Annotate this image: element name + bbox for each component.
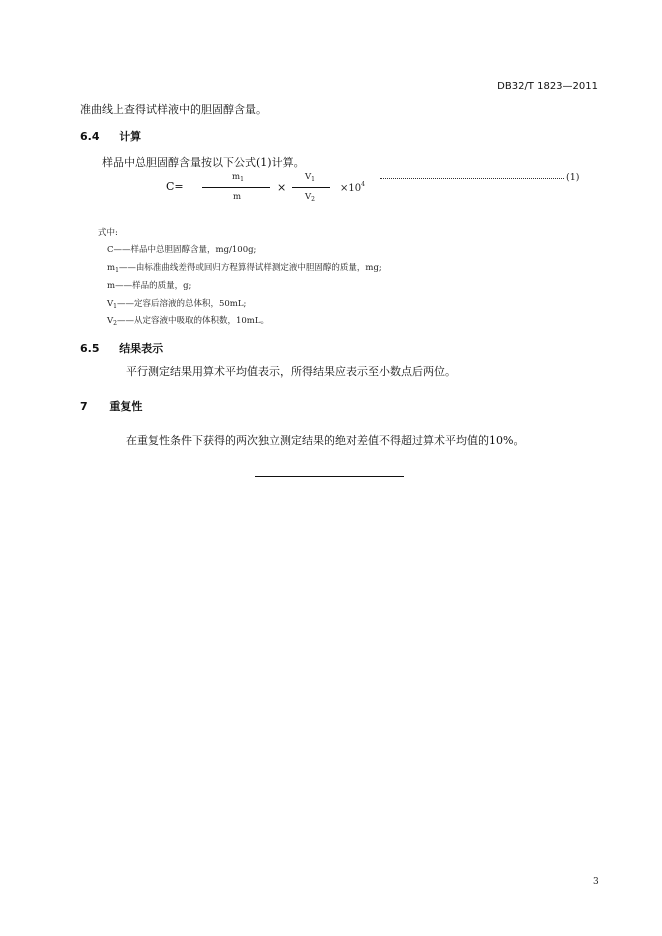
section-7-heading [80, 398, 142, 414]
equation-leader-dots [380, 178, 564, 179]
where-item: m——样品的质量，g; [107, 281, 192, 291]
where-label: 式中: [98, 228, 118, 238]
section-number: 6.5 [80, 342, 100, 355]
section-6-5-text: 平行测定结果用算术平均值表示，所得结果应表示至小数点后两位。 [126, 365, 456, 378]
fraction-bar-2 [292, 187, 330, 188]
formula-multiplier: $\times 10^4$ [340, 181, 365, 194]
where-item: $m_1——$由标准曲线差得或回归方程算得试样测定液中胆固醇的质量，mg; [107, 263, 382, 274]
fraction-bar-1 [202, 187, 270, 188]
section-title: 计算 [119, 130, 142, 143]
times-sign-1: × [277, 181, 287, 194]
end-rule [255, 476, 404, 477]
where-item: C——样品中总胆固醇含量，mg/100g; [107, 245, 257, 255]
formula-numerator-2: $V_1$ [305, 172, 315, 183]
section-number: 7 [80, 400, 88, 413]
section-6-5-heading [80, 340, 163, 356]
where-item: $V_1——$定容后溶液的总体积，50mL; [107, 299, 247, 310]
formula-lhs: C= [166, 180, 184, 193]
formula-denominator-1: m [233, 192, 242, 202]
formula-denominator-2: $V_2$ [305, 192, 315, 203]
section-6-4-intro: 样品中总胆固醇含量按以下公式(1)计算。 [102, 156, 305, 169]
section-number: 6.4 [80, 130, 100, 143]
section-title: 重复性 [109, 400, 143, 413]
page-number: 3 [593, 877, 599, 887]
section-7-text: 在重复性条件下获得的两次独立测定结果的绝对差值不得超过算术平均值的10%。 [126, 434, 525, 447]
section-title: 结果表示 [119, 342, 164, 355]
equation-number: (1) [566, 172, 580, 183]
continuation-text: 准曲线上查得试样液中的胆固醇含量。 [80, 103, 267, 116]
formula-numerator-1: $m_1$ [232, 172, 244, 183]
document-code: DB32/T 1823—2011 [497, 81, 598, 92]
where-item: $V_2——$从定容液中吸取的体积数，10mL。 [107, 316, 269, 327]
section-6-4-heading [80, 128, 141, 144]
